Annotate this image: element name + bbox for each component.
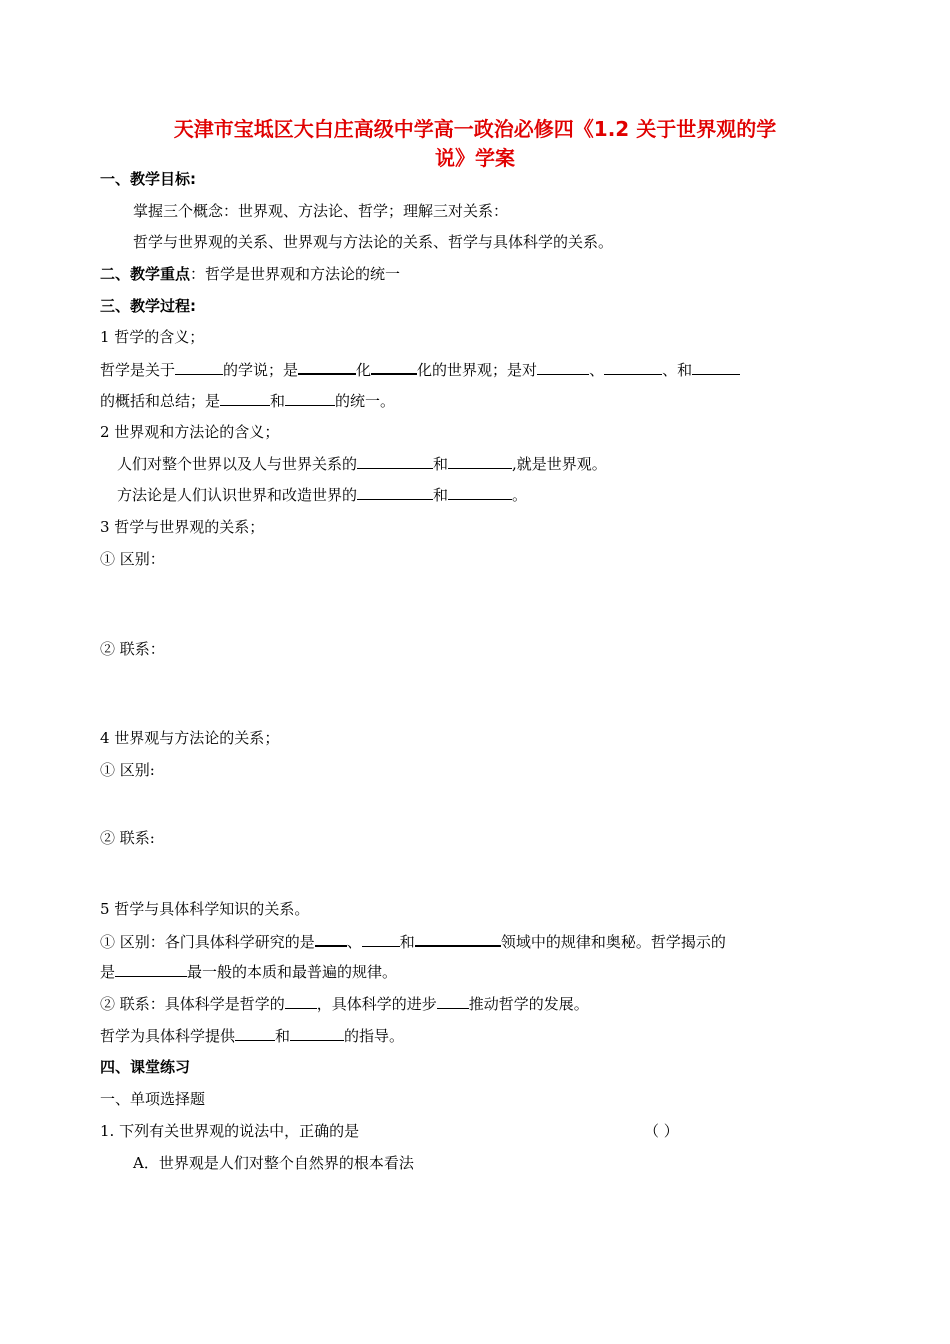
text-span: ① 区别：各门具体科学研究的是 xyxy=(100,933,315,951)
fill-blank[interactable] xyxy=(357,485,433,500)
fill-blank[interactable] xyxy=(285,994,317,1009)
page-title xyxy=(100,115,850,173)
objectives-line-1: 掌握三个概念：世界观、方法论、哲学；理解三对关系： xyxy=(133,202,509,220)
item-4-heading: 4 世界观与方法论的关系； xyxy=(100,729,280,747)
item-3-heading: 3 哲学与世界观的关系； xyxy=(100,518,265,536)
text-span: 人们对整个世界以及人与世界关系的 xyxy=(117,455,358,473)
section-2 xyxy=(100,264,400,284)
worldview-definition xyxy=(117,454,607,474)
text-span: ,就是世界观。 xyxy=(512,455,607,473)
fill-blank[interactable] xyxy=(315,931,347,947)
fill-blank[interactable] xyxy=(235,1026,275,1041)
fill-blank[interactable] xyxy=(285,391,335,406)
text-span: 、和 xyxy=(662,361,693,379)
section-4-heading: 四、课堂练习 xyxy=(100,1058,191,1076)
text-span: 和 xyxy=(270,392,286,410)
item-1-line-1 xyxy=(100,359,740,380)
item-4-difference: ① 区别: xyxy=(100,761,155,779)
title-line-2: 说》学案 xyxy=(435,146,515,170)
objectives-line-2: 哲学与世界观的关系、世界观与方法论的关系、哲学与具体科学的关系。 xyxy=(133,233,614,251)
item-3-difference: ① 区别： xyxy=(100,550,165,568)
text-span: 最一般的本质和最普遍的规律。 xyxy=(187,963,398,981)
fill-blank[interactable] xyxy=(362,932,400,947)
fill-blank[interactable] xyxy=(298,359,356,375)
fill-blank[interactable] xyxy=(220,391,270,406)
fill-blank[interactable] xyxy=(692,360,740,375)
item-5-connection xyxy=(100,994,589,1014)
item-5-guidance xyxy=(100,1026,404,1046)
text-span: 和 xyxy=(433,455,449,473)
answer-parentheses[interactable]: （ ） xyxy=(644,1122,679,1140)
item-5-difference-line-2 xyxy=(100,962,397,982)
text-span: 化 xyxy=(356,361,372,379)
text-span: 哲学是关于 xyxy=(100,361,176,379)
title-line-1: 天津市宝坻区大白庄高级中学高一政治必修四《1.2 关于世界观的学 xyxy=(173,117,777,141)
fill-blank[interactable] xyxy=(437,994,469,1009)
text-span: ，具体科学的进步 xyxy=(316,995,437,1013)
fill-blank[interactable] xyxy=(371,359,417,375)
section-1-heading: 一、教学目标: xyxy=(100,170,196,188)
text-span: 方法论是人们认识世界和改造世界的 xyxy=(117,486,358,504)
section-2-text: ：哲学是世界观和方法论的统一 xyxy=(190,265,401,283)
item-2-heading: 2 世界观和方法论的含义； xyxy=(100,423,280,441)
text-span: 领域中的规律和奥秘。哲学揭示的 xyxy=(500,933,726,951)
text-span: 和 xyxy=(399,933,415,951)
fill-blank[interactable] xyxy=(115,962,187,977)
fill-blank[interactable] xyxy=(415,931,501,947)
text-span: 的概括和总结；是 xyxy=(100,392,221,410)
question-1-stem: 1. 下列有关世界观的说法中，正确的是 xyxy=(100,1122,360,1140)
fill-blank[interactable] xyxy=(357,454,433,469)
fill-blank[interactable] xyxy=(604,360,662,375)
fill-blank[interactable] xyxy=(448,454,512,469)
text-span: 是 xyxy=(100,963,116,981)
multiple-choice-heading: 一、单项选择题 xyxy=(100,1090,206,1108)
fill-blank[interactable] xyxy=(448,485,512,500)
text-span: ② 联系：具体科学是哲学的 xyxy=(100,995,285,1013)
text-span: 化的世界观；是对 xyxy=(417,361,538,379)
fill-blank[interactable] xyxy=(290,1026,344,1041)
text-span: 的统一。 xyxy=(335,392,396,410)
text-span: 推动哲学的发展。 xyxy=(468,995,589,1013)
fill-blank[interactable] xyxy=(537,360,589,375)
methodology-definition xyxy=(117,485,527,505)
text-span: 和 xyxy=(433,486,449,504)
item-1-heading: 1 哲学的含义； xyxy=(100,328,205,346)
text-span: 、 xyxy=(346,933,362,951)
item-1-line-2 xyxy=(100,391,395,411)
item-5-difference-line-1 xyxy=(100,931,726,952)
text-span: 、 xyxy=(589,361,605,379)
section-2-heading: 二、教学重点 xyxy=(100,265,191,283)
text-span: 的指导。 xyxy=(344,1027,405,1045)
question-1-option-a[interactable]: A．世界观是人们对整个自然界的根本看法 xyxy=(133,1154,414,1172)
text-span: 哲学为具体科学提供 xyxy=(100,1027,236,1045)
text-span: 的学说；是 xyxy=(223,361,299,379)
item-5-heading: 5 哲学与具体科学知识的关系。 xyxy=(100,900,310,918)
text-span: 和 xyxy=(275,1027,291,1045)
text-span: 。 xyxy=(512,486,528,504)
fill-blank[interactable] xyxy=(175,360,223,375)
item-3-connection: ② 联系： xyxy=(100,640,165,658)
item-4-connection: ② 联系: xyxy=(100,829,155,847)
section-3-heading: 三、教学过程: xyxy=(100,297,196,315)
